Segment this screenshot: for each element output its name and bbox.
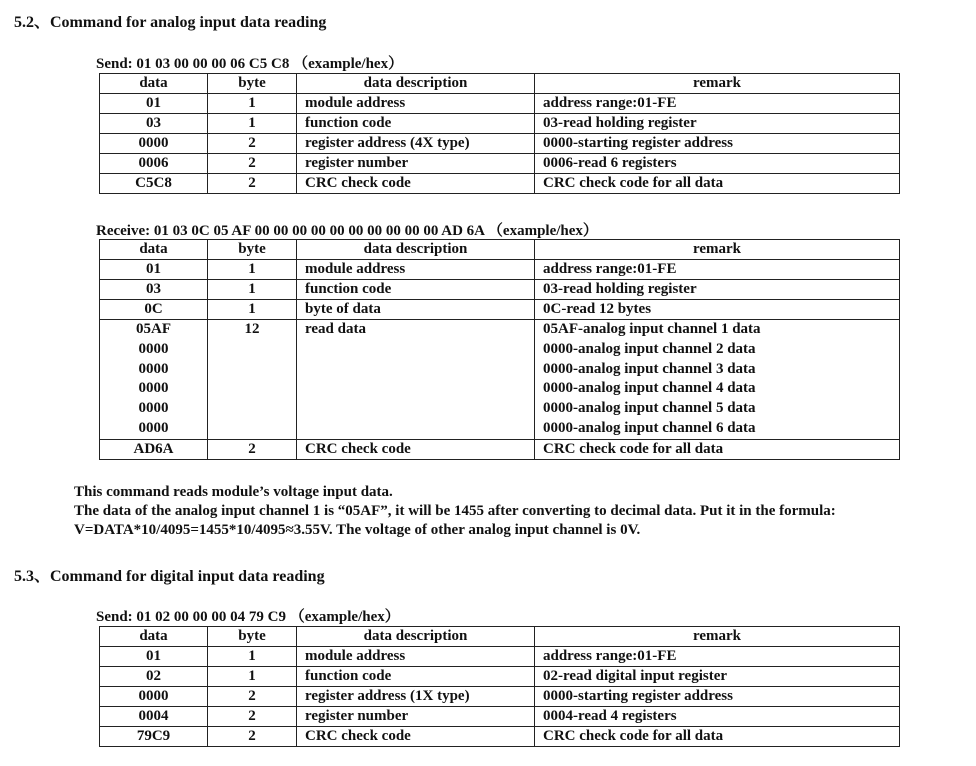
table-header-row [100,240,900,260]
table-row [100,154,900,174]
table-row [100,174,900,194]
paragraph-2: The data of the analog input channel 1 is “05AF”, it will be 1455 after converting to decimal data. Put it in the formula: [74,503,836,519]
cell-description: function code [297,667,535,687]
cell-byte: 2 [208,134,297,154]
cell-remark: CRC check code for all data [535,174,900,194]
cell-data: 0000 [100,687,208,707]
cell-description: CRC check code [297,727,535,747]
cell-remark: 0000-starting register address [535,687,900,707]
cell-data: 0000 [100,134,208,154]
send-table-5-2 [99,73,900,194]
cell-data: 0004 [100,707,208,727]
header-data: data [100,627,208,647]
header-description: data description [297,627,535,647]
header-remark: remark [535,627,900,647]
cell-byte: 1 [208,114,297,134]
header-data: data [100,74,208,94]
cell-remark: 03-read holding register [535,114,900,134]
send-label-5-3: Send: 01 02 00 00 00 04 79 C9 （example/hex） [96,609,400,625]
cell-remark: address range:01-FE [535,94,900,114]
receive-table-5-2 [99,239,900,460]
read-data-remark: 0000-analog input channel 4 data [543,380,756,397]
cell-description [297,320,535,440]
cell-byte: 2 [208,687,297,707]
cell-byte: 1 [208,300,297,320]
cell-description: module address [297,260,535,280]
cell-data: 01 [100,260,208,280]
cell-data: 03 [100,114,208,134]
read-data-value: 05AF [136,321,171,337]
header-description: data description [297,74,535,94]
read-data-value: 0000 [138,380,169,397]
cell-remark-stack [535,320,900,440]
read-data-description: read data [305,321,366,337]
header-remark: remark [535,74,900,94]
cell-data: C5C8 [100,174,208,194]
table-row [100,707,900,727]
table-row [100,94,900,114]
table-row [100,114,900,134]
cell-description: module address [297,94,535,114]
cell-byte: 1 [208,94,297,114]
table-row [100,300,900,320]
cell-remark: 0000-starting register address [535,134,900,154]
paragraph-1: This command reads module’s voltage input data. [74,484,393,500]
cell-remark: CRC check code for all data [535,439,900,459]
read-data-value: 0000 [138,340,169,357]
cell-remark: 03-read holding register [535,280,900,300]
table-header-row [100,74,900,94]
cell-remark: address range:01-FE [535,260,900,280]
read-data-remark: 0000-analog input channel 3 data [543,360,756,377]
cell-description: register number [297,707,535,727]
cell-byte: 1 [208,280,297,300]
cell-data: 01 [100,647,208,667]
cell-remark: CRC check code for all data [535,727,900,747]
read-data-remark: 0000-analog input channel 2 data [543,340,756,357]
read-data-remark: 05AF-analog input channel 1 data [543,321,761,337]
table-row [100,134,900,154]
header-remark: remark [535,240,900,260]
paragraph-3: V=DATA*10/4095=1455*10/4095≈3.55V. The voltage of other analog input channel is 0V. [74,522,641,538]
header-byte: byte [208,240,297,260]
cell-byte: 2 [208,707,297,727]
cell-remark: 0C-read 12 bytes [535,300,900,320]
send-table-5-3 [99,626,900,747]
table-row [100,667,900,687]
cell-data: 0C [100,300,208,320]
cell-remark: 02-read digital input register [535,667,900,687]
cell-description: CRC check code [297,174,535,194]
header-byte: byte [208,627,297,647]
cell-remark: 0006-read 6 registers [535,154,900,174]
cell-data: 03 [100,280,208,300]
cell-data: 01 [100,94,208,114]
table-row [100,727,900,747]
cell-description: register address (1X type) [297,687,535,707]
cell-data: 02 [100,667,208,687]
cell-byte [208,320,297,440]
section-5-3-heading: 5.3、Command for digital input data reading [14,568,325,585]
cell-description: register number [297,154,535,174]
cell-remark: address range:01-FE [535,647,900,667]
cell-byte: 2 [208,154,297,174]
cell-byte: 2 [208,727,297,747]
read-data-remark: 0000-analog input channel 5 data [543,400,756,417]
cell-description: CRC check code [297,439,535,459]
header-data: data [100,240,208,260]
table-row [100,687,900,707]
receive-label-5-2: Receive: 01 03 0C 05 AF 00 00 00 00 00 00 00 00 00 00 AD 6A （example/hex） [96,223,598,239]
header-description: data description [297,240,535,260]
cell-byte: 2 [208,439,297,459]
cell-data-stack [100,320,208,440]
cell-data: 79C9 [100,727,208,747]
table-row [100,439,900,459]
read-data-remark: 0000-analog input channel 6 data [543,419,756,436]
read-data-value: 0000 [138,419,169,436]
cell-byte: 2 [208,174,297,194]
table-row-read-data [100,320,900,440]
cell-byte: 1 [208,260,297,280]
cell-description: byte of data [297,300,535,320]
cell-data: 0006 [100,154,208,174]
send-label-5-2: Send: 01 03 00 00 00 06 C5 C8 （example/hex） [96,56,404,72]
table-row [100,280,900,300]
cell-byte: 1 [208,647,297,667]
cell-remark: 0004-read 4 registers [535,707,900,727]
cell-data: AD6A [100,439,208,459]
cell-byte: 1 [208,667,297,687]
cell-description: function code [297,280,535,300]
read-data-value: 0000 [138,360,169,377]
cell-description: function code [297,114,535,134]
table-row [100,647,900,667]
cell-description: register address (4X type) [297,134,535,154]
header-byte: byte [208,74,297,94]
table-header-row [100,627,900,647]
table-row [100,260,900,280]
cell-description: module address [297,647,535,667]
read-data-value: 0000 [138,400,169,417]
section-5-2-heading: 5.2、Command for analog input data reading [14,14,327,31]
read-data-byte: 12 [244,321,260,337]
